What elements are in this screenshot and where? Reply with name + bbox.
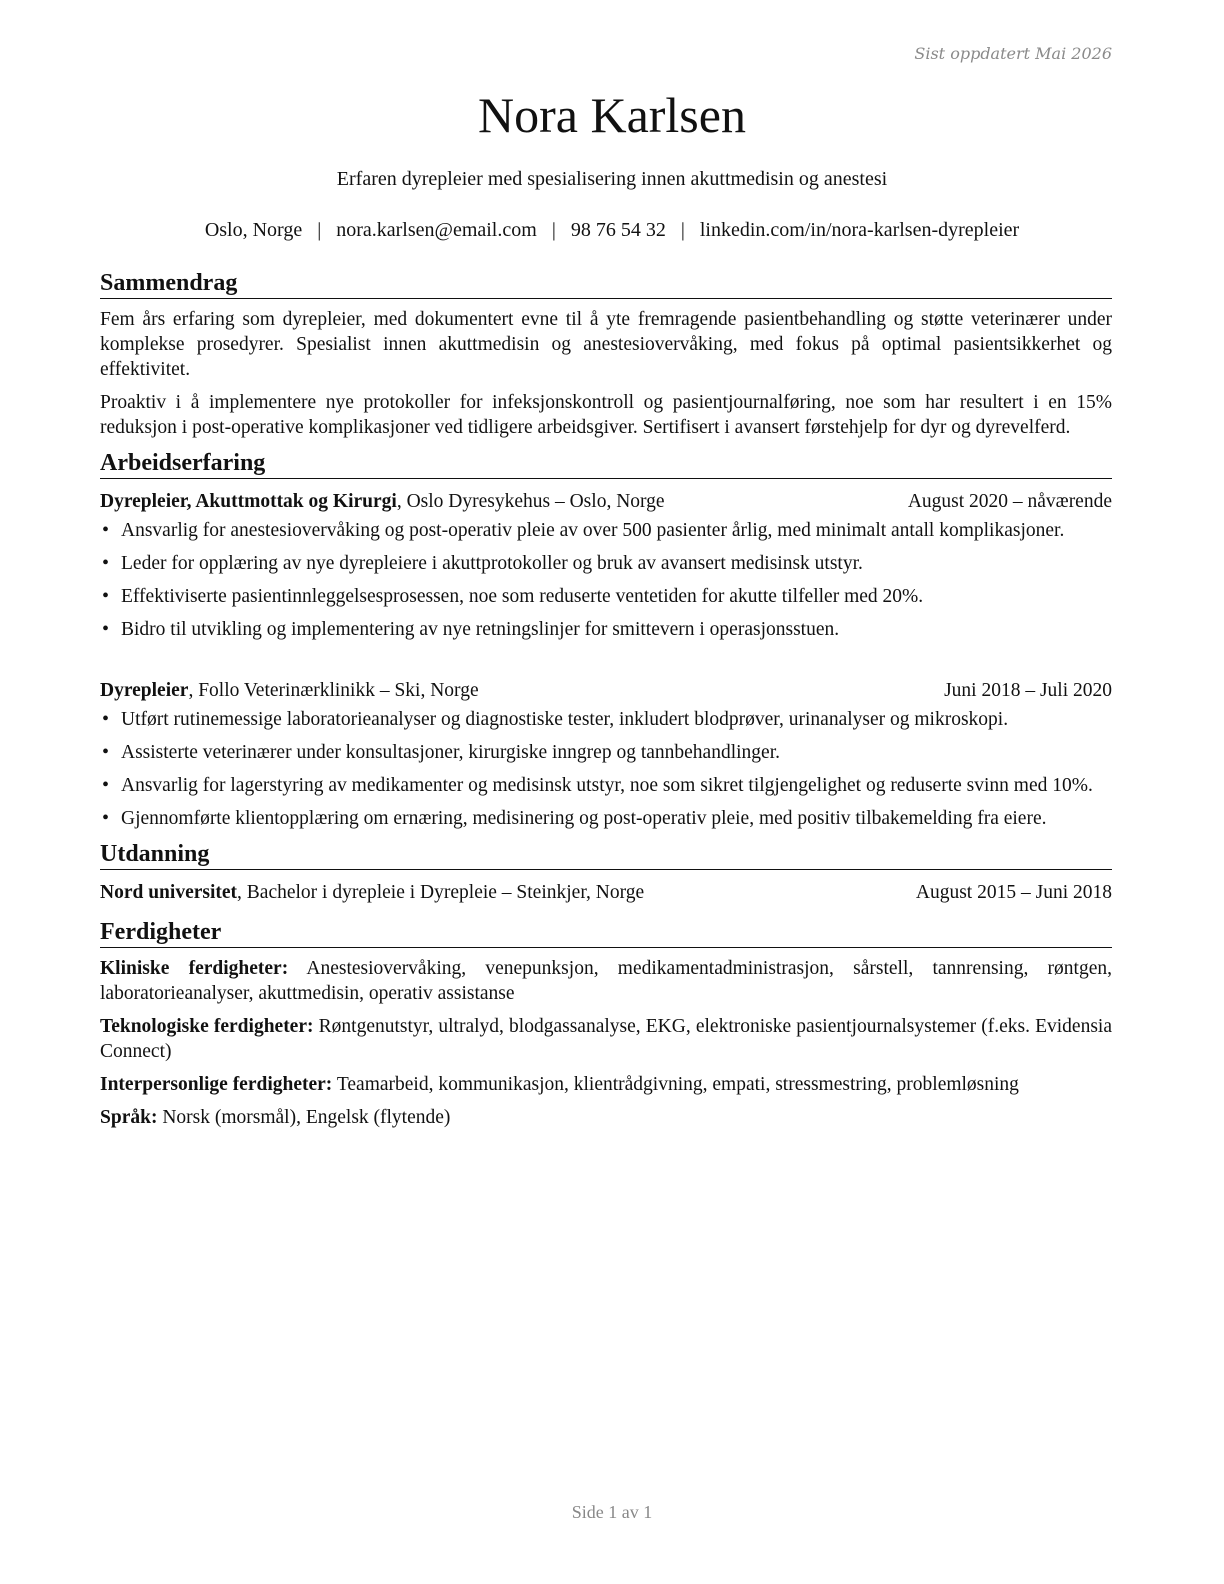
list-item: • Assisterte veterinærer under konsultasjoner, kirurgiske inngrep og tannbehandlinger. — [100, 740, 1112, 765]
experience-section — [100, 448, 1112, 831]
page-number: Side 1 av 1 — [571, 1502, 653, 1522]
job-dates: August 2020 – nåværende — [907, 491, 1112, 512]
skill-line — [100, 1105, 1112, 1130]
education-section — [100, 839, 1112, 905]
tagline: Erfaren dyrepleier med spesialisering innen akuttmedisin og anestesi — [336, 168, 888, 190]
job-place: , Follo Veterinærklinikk – Ski, Norge — [188, 680, 479, 701]
list-item: • Ansvarlig for lagerstyring av medikamenter og medisinsk utstyr, noe som sikret tilgjengelighet og reduserte svinn med 10%. — [100, 773, 1112, 798]
degree-detail: , Bachelor i dyrepleie i Dyrepleie – Steinkjer, Norge — [237, 882, 645, 903]
summary-section — [100, 268, 1112, 440]
section-heading: Ferdigheter — [100, 917, 1112, 948]
list-item: • Bidro til utvikling og implementering av nye retningslinjer for smittevern i operasjonsstuen. — [100, 617, 1112, 642]
skill-label: Teknologiske ferdigheter: — [100, 1016, 314, 1037]
school-name: Nord universitet — [100, 882, 238, 903]
summary-paragraph: Proaktiv i å implementere nye protokoller for infeksjonskontroll og pasientjournalføring, noe som har resultert i en 15% reduksjon i post-operative komplikasjoner ved tidligere arbeidsgiver. Sertifisert i avansert førstehjelp for dyr og dyrevelferd. — [100, 392, 1112, 438]
section-heading: Sammendrag — [100, 268, 1112, 299]
contact-phone: 98 76 54 32 — [570, 219, 666, 241]
contact-separator: | — [317, 219, 322, 241]
skill-label: Kliniske ferdigheter: — [100, 958, 289, 979]
job-role: Dyrepleier — [100, 680, 189, 701]
education-entry — [100, 880, 1112, 905]
job-dates: Juni 2018 – Juli 2020 — [944, 680, 1112, 701]
candidate-name: Nora Karlsen — [478, 87, 746, 143]
summary-paragraph: Fem års erfaring som dyrepleier, med dokumentert evne til å yte fremragende pasientbehandling og støtte veterinærer under komplekse prosedyrer. Spesialist innen akuttmedisin og anestesiovervåking, med fokus på optimal pasientsikkerhet og effektivitet. — [100, 309, 1112, 380]
resume-content — [100, 268, 1112, 1138]
job-header — [100, 678, 1112, 703]
list-item: • Effektiviserte pasientinnleggelsesprosessen, noe som reduserte ventetiden for akutte tilfeller med 20%. — [100, 584, 1112, 609]
section-heading: Utdanning — [100, 839, 1112, 870]
job-place: , Oslo Dyresykehus – Oslo, Norge — [396, 491, 665, 512]
job-header — [100, 489, 1112, 514]
job-title-line — [100, 678, 479, 703]
skill-label: Språk: — [100, 1107, 158, 1128]
list-item: • Utført rutinemessige laboratorieanalyser og diagnostiske tester, inkludert blodprøver, urinanalyser og mikroskopi. — [100, 707, 1112, 732]
job-role: Dyrepleier, Akuttmottak og Kirurgi — [100, 491, 397, 512]
job-title-line — [100, 489, 665, 514]
skill-label: Interpersonlige ferdigheter: — [100, 1074, 333, 1095]
skills-section — [100, 917, 1112, 1130]
job-bullets — [100, 707, 1112, 831]
education-dates: August 2015 – Juni 2018 — [915, 882, 1112, 903]
skill-text: Anestesiovervåking, venepunksjon, medikamentadministrasjon, sårstell, tannrensing, røntgen, laboratorieanalyser, akuttmedisin, operativ assistanse — [100, 958, 1113, 1004]
skill-text: Teamarbeid, kommunikasjon, klientrådgivning, empati, stressmestring, problemløsning — [332, 1074, 1019, 1095]
skill-text: Norsk (morsmål), Engelsk (flytende) — [157, 1107, 451, 1128]
contact-location: Oslo, Norge — [204, 219, 303, 241]
contact-linkedin[interactable]: linkedin.com/in/nora-karlsen-dyrepleier — [699, 219, 1020, 241]
contact-separator: | — [551, 219, 556, 241]
list-item: • Gjennomførte klientopplæring om ernæring, medisinering og post-operativ pleie, med positiv tilbakemelding fra eiere. — [100, 806, 1112, 831]
list-item: • Ansvarlig for anestesiovervåking og post-operativ pleie av over 500 pasienter årlig, med minimalt antall komplikasjoner. — [100, 518, 1112, 543]
skill-text: Røntgenutstyr, ultralyd, blodgassanalyse, EKG, elektroniske pasientjournalsystemer (f.eks. Evidensia Connect) — [100, 1016, 1112, 1062]
contact-separator: | — [680, 219, 685, 241]
skill-line — [100, 1014, 1112, 1064]
last-updated: Sist oppdatert Mai 2026 — [914, 44, 1112, 63]
list-item: • Leder for opplæring av nye dyrepleiere i akuttprotokoller og bruk av avansert medisinsk utstyr. — [100, 551, 1112, 576]
contact-email[interactable]: nora.karlsen@email.com — [336, 219, 537, 241]
contact-line — [0, 219, 1224, 242]
section-heading: Arbeidserfaring — [100, 448, 1112, 479]
skill-line — [100, 1072, 1112, 1097]
job-bullets — [100, 518, 1112, 642]
skill-line — [100, 956, 1112, 1006]
